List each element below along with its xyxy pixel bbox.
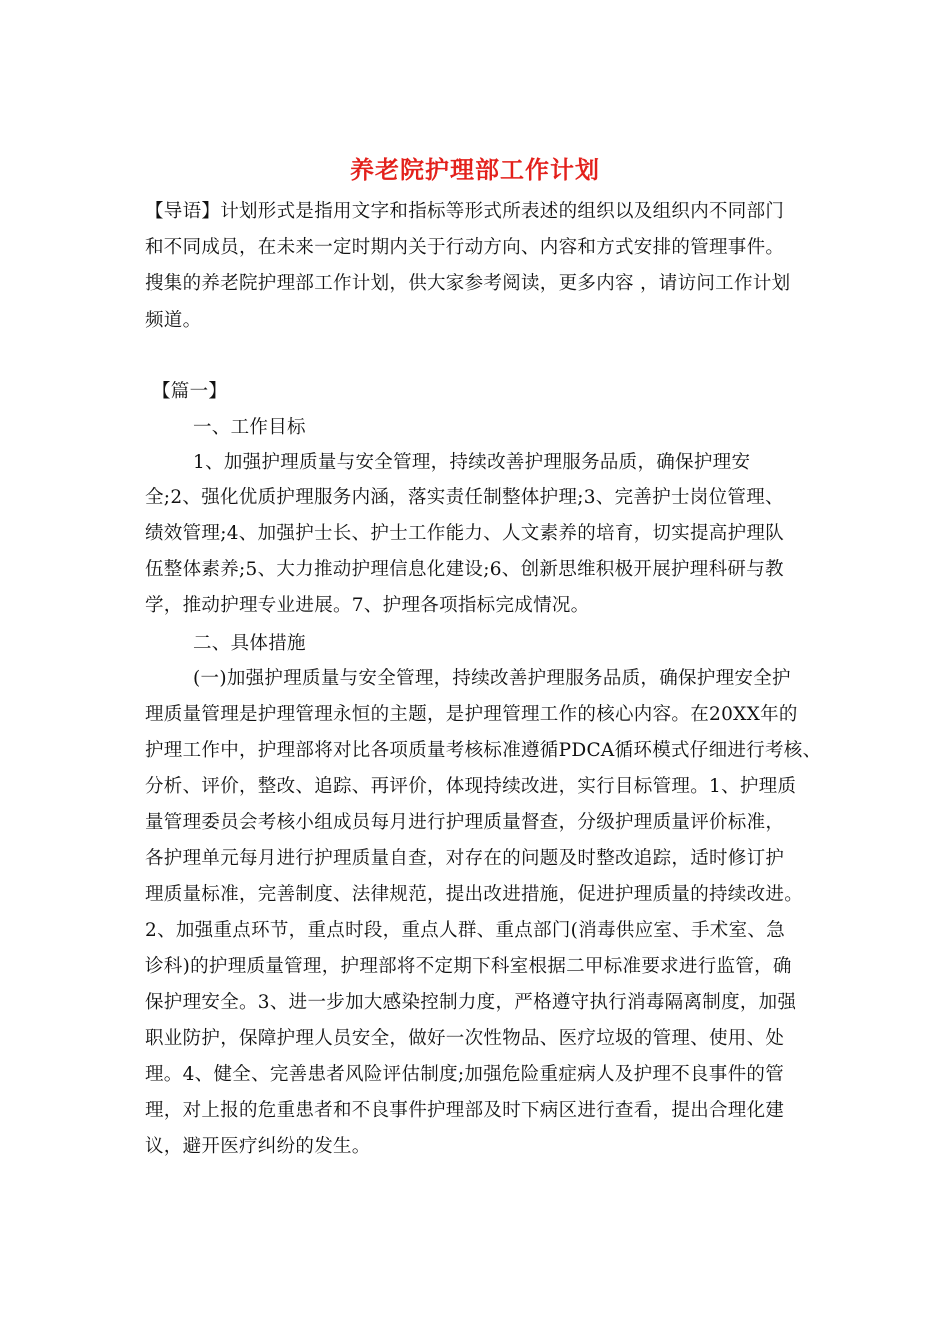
paragraph-line: (一)加强护理质量与安全管理，持续改善护理服务品质，确保护理安全护 — [193, 668, 791, 689]
paragraph-line: 各护理单元每月进行护理质量自查，对存在的问题及时整改追踪，适时修订护 — [145, 848, 785, 869]
paragraph-line: 护理工作中，护理部将对比各项质量考核标准遵循PDCA循环模式仔细进行考核、 — [145, 740, 822, 761]
paragraph-line: 量管理委员会考核小组成员每月进行护理质量督查，分级护理质量评价标准， — [145, 812, 785, 833]
intro-line: 【导语】计划形式是指用文字和指标等形式所表述的组织以及组织内不同部门 — [145, 201, 785, 222]
paragraph-line: 理，对上报的危重患者和不良事件护理部及时下病区进行查看，提出合理化建 — [145, 1100, 785, 1121]
document-title: 养老院护理部工作计划 — [350, 155, 600, 184]
section-heading: 一、工作目标 — [193, 417, 306, 438]
section-label: 【篇一】 — [152, 381, 228, 402]
paragraph-line: 职业防护，保障护理人员安全，做好一次性物品、医疗垃圾的管理、使用、处 — [145, 1028, 785, 1049]
intro-line: 和不同成员，在未来一定时期内关于行动方向、内容和方式安排的管理事件。 — [145, 237, 785, 258]
intro-line: 频道。 — [145, 310, 202, 331]
paragraph-line: 理质量管理是护理管理永恒的主题，是护理管理工作的核心内容。在20XX年的 — [145, 704, 798, 725]
paragraph-line: 绩效管理;4、加强护士长、护士工作能力、人文素养的培育，切实提高护理队 — [145, 523, 785, 544]
intro-line: 搜集的养老院护理部工作计划，供大家参考阅读，更多内容 ，请访问工作计划 — [145, 273, 791, 294]
paragraph-line: 2、加强重点环节，重点时段，重点人群、重点部门(消毒供应室、手术室、急 — [145, 920, 785, 941]
paragraph-line: 理。4、健全、完善患者风险评估制度;加强危险重症病人及护理不良事件的管 — [145, 1064, 785, 1085]
paragraph-line: 理质量标准，完善制度、法律规范，提出改进措施，促进护理质量的持续改进。 — [145, 884, 804, 905]
paragraph-line: 学，推动护理专业进展。7、护理各项指标完成情况。 — [145, 595, 590, 616]
paragraph-line: 分析、评价，整改、追踪、再评价，体现持续改进，实行目标管理。1、护理质 — [145, 776, 797, 797]
paragraph-line: 诊科)的护理质量管理，护理部将不定期下科室根据二甲标准要求进行监管，确 — [145, 956, 792, 977]
paragraph-line: 1、加强护理质量与安全管理，持续改善护理服务品质，确保护理安 — [193, 452, 751, 473]
paragraph-line: 全;2、强化优质护理服务内涵，落实责任制整体护理;3、完善护士岗位管理、 — [145, 487, 784, 508]
section-heading: 二、具体措施 — [193, 633, 306, 654]
paragraph-line: 伍整体素养;5、大力推动护理信息化建设;6、创新思维积极开展护理科研与教 — [145, 559, 784, 580]
paragraph-line: 保护理安全。3、进一步加大感染控制力度，严格遵守执行消毒隔离制度，加强 — [145, 992, 797, 1013]
paragraph-line: 议，避开医疗纠纷的发生。 — [145, 1136, 371, 1157]
